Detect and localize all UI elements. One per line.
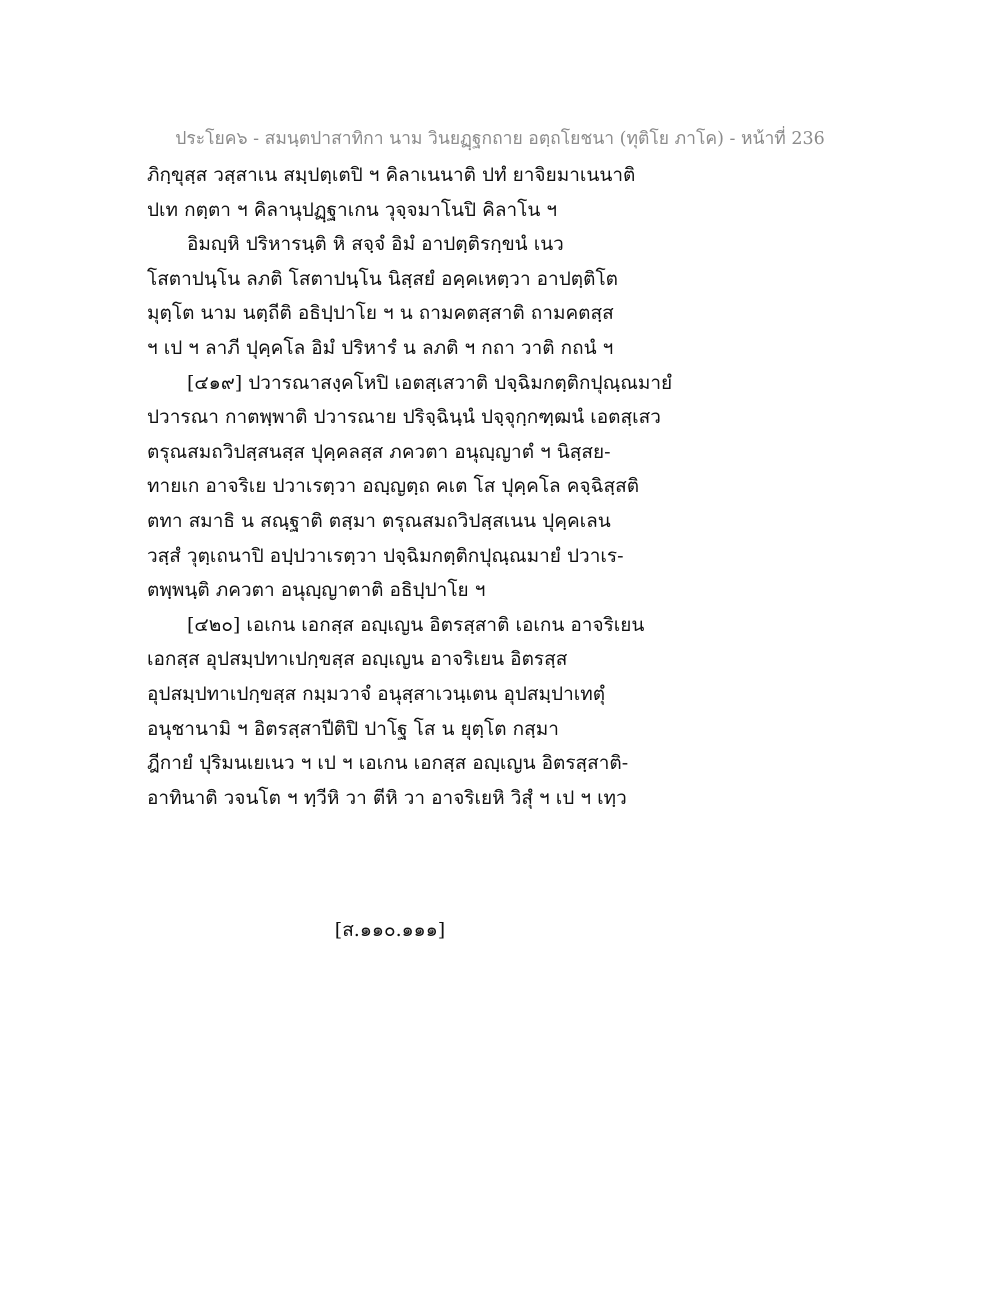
body-text bbox=[147, 158, 847, 815]
footnote-reference: [ส.๑๑๐.๑๑๑] bbox=[334, 919, 446, 941]
text-line: อาทินาติ วจนโต ฯ ทฺวีหิ วา ตีหิ วา อาจริเยหิ วิสุํ ฯ เป ฯ เทฺว bbox=[147, 786, 627, 809]
text-line: อนุชานามิ ฯ อิตรสฺสาปีติปิ ปาโฐ โส น ยุตฺโต กสฺมา bbox=[147, 717, 559, 740]
text-line: โสตาปนฺโน ลภติ โสตาปนฺโน นิสฺสยํ อคฺคเหตฺวา อาปตฺติโต bbox=[147, 267, 619, 290]
text-line: ปวารณา กาตพฺพาติ ปวารณาย ปริจฺฉินฺนํ ปจฺจุกฺกฑฺฒนํ เอตสฺเสว bbox=[147, 406, 661, 429]
paragraph-start-line: อิมญฺหิ ปริหารนฺติ หิ สจฺจํ อิมํ อาปตฺติรกฺขนํ เนว bbox=[187, 233, 564, 256]
text-line: ฯ เป ฯ ลาภี ปุคฺคโล อิมํ ปริหารํ น ลภติ ฯ กถา วาติ กถนํ ฯ bbox=[147, 336, 614, 359]
paragraph-start-line: [๔๑๙] ปวารณาสงฺคโหปิ เอตสฺเสวาติ ปจฺฉิมกตฺติกปุณฺณมายํ bbox=[187, 371, 673, 394]
text-line: อุปสมฺปทาเปกฺขสฺส กมฺมวาจํ อนุสฺสาเวนฺเตน อุปสมฺปาเทตุํ bbox=[147, 682, 606, 705]
text-line: ฎีกายํ ปุริมนเยเนว ฯ เป ฯ เอเกน เอกสฺส อญฺเญน อิตรสฺสาติ- bbox=[147, 752, 629, 775]
text-line: วสฺสํ วุตฺเถนาปิ อปฺปวาเรตฺวา ปจฺฉิมกตฺติกปุณฺณมายํ ปวาเร- bbox=[147, 544, 624, 567]
text-line: ตพฺพนฺติ ภควตา อนุญฺญาตาติ อธิปฺปาโย ฯ bbox=[147, 579, 486, 602]
text-line: มุตฺโต นาม นตฺถีติ อธิปฺปาโย ฯ น ถามคตสฺสาติ ถามคตสฺส bbox=[147, 302, 614, 325]
text-line: ปเท กตฺตา ฯ คิลานุปฏฺฐาเกน วุจฺจมาโนปิ คิลาโน ฯ bbox=[147, 198, 558, 221]
text-line: ทายเก อาจริเย ปวาเรตฺวา อญฺญตฺถ คเต โส ปุคฺคโล คจฺฉิสฺสติ bbox=[147, 475, 640, 498]
text-line: ภิกฺขุสฺส วสฺสาเน สมฺปตฺเตปิ ฯ คิลาเนนาติ ปทํ ยาจิยมาเนนาติ bbox=[147, 164, 636, 186]
paragraph-start-line: [๔๒๐] เอเกน เอกสฺส อญฺเญน อิตรสฺสาติ เอเกน อาจริเยน bbox=[187, 613, 645, 636]
text-line: ตรุณสมถวิปสฺสนสฺส ปุคฺคลสฺส ภควตา อนุญฺญาตํ ฯ นิสฺสย- bbox=[147, 440, 611, 463]
text-line: ตทา สมาธิ น สณฺฐาติ ตสฺมา ตรุณสมถวิปสฺสเนน ปุคฺคเลน bbox=[147, 509, 611, 532]
text-line: เอกสฺส อุปสมฺปทาเปกฺขสฺส อญฺเญน อาจริเยน อิตรสฺส bbox=[147, 648, 568, 671]
page-header: ประโยค๖ - สมนฺตปาสาทิกา นาม วินยฏฺฐกถาย อตฺถโยชนา (ทุติโย ภาโค) - หน้าที่ 236 bbox=[175, 129, 825, 149]
